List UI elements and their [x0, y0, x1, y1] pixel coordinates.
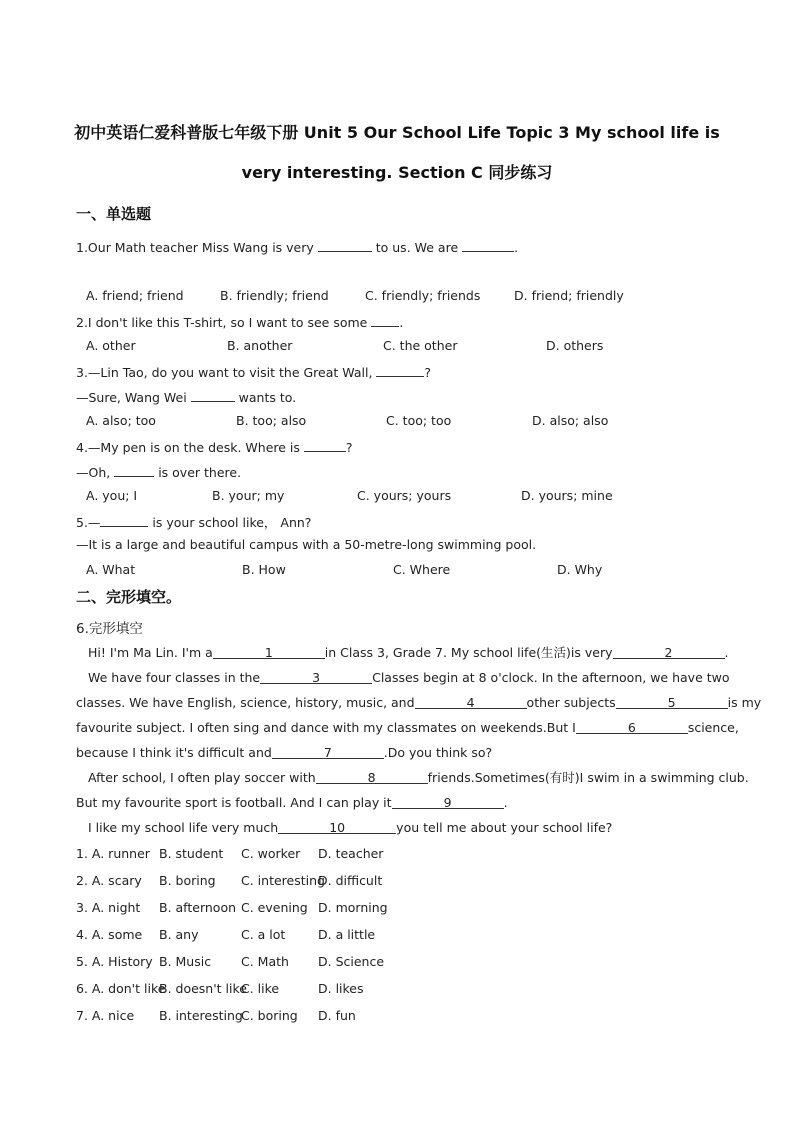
cloze-option-row-7: 7. A. nice B. interesting C. boring D. fun [76, 1008, 356, 1023]
cloze-line-5: because I think it's difficult and 7 .Do you think so? [76, 745, 493, 760]
cloze-line-3: classes. We have English, science, history, music, and 4 other subjects 5 is my [76, 695, 762, 710]
blank-1: 1 [213, 645, 325, 659]
option-d: D. Why [557, 562, 603, 577]
option-c: C. too; too [386, 413, 452, 428]
blank-5: 5 [616, 695, 728, 709]
cloze-option-row-5: 5. A. History B. Music C. Math D. Science [76, 954, 385, 969]
cloze-option-row-3: 3. A. night B. afternoon C. evening D. morning [76, 900, 388, 915]
blank-10: 10 [278, 820, 396, 834]
doc-title-line2: very interesting. Section C 同步练习 [241, 163, 553, 182]
question-2: 2.I don't like this T-shirt, so I want to see some . [76, 315, 404, 330]
cloze-line-1: Hi! I'm Ma Lin. I'm a 1 in Class 3, Grade 7. My school life(生活)is very 2 . [88, 645, 729, 660]
question-3-line2: —Sure, Wang Wei wants to. [76, 390, 297, 405]
cloze-option-row-2: 2. A. scary B. boring C. interesting D. difficult [76, 873, 383, 888]
option-d: D. friend; friendly [514, 288, 624, 303]
cloze-heading: 6.完形填空 [76, 621, 143, 637]
option-a: A. friend; friend [86, 288, 184, 303]
doc-title-line1: 初中英语仁爱科普版七年级下册 Unit 5 Our School Life Topic 3 My school life is [74, 123, 720, 142]
answer-blank [371, 313, 399, 327]
cloze-line-7: But my favourite sport is football. And I can play it 9 . [76, 795, 508, 810]
blank-4: 4 [415, 695, 527, 709]
question-1: 1.Our Math teacher Miss Wang is very to us. We are . [76, 240, 519, 255]
answer-blank [462, 238, 514, 252]
option-b: B. too; also [236, 413, 307, 428]
cloze-option-row-4: 4. A. some B. any C. a lot D. a little [76, 927, 376, 942]
cloze-line-4: favourite subject. I often sing and dance with my classmates on weekends.But I 6 science, [76, 720, 739, 735]
blank-6: 6 [576, 720, 688, 734]
cloze-line-8: I like my school life very much 10 you tell me about your school life? [88, 820, 613, 835]
question-4-line1: 4.—My pen is on the desk. Where is ? [76, 440, 353, 455]
option-c: C. friendly; friends [365, 288, 481, 303]
cloze-option-row-6: 6. A. don't like B. doesn't like C. like D. likes [76, 981, 364, 996]
cloze-line-2: We have four classes in the 3 Classes begin at 8 o'clock. In the afternoon, we have two [88, 670, 730, 685]
option-c: C. yours; yours [357, 488, 452, 503]
question-5-line1: 5.— is your school like， Ann? [76, 515, 312, 530]
question-4-line2: —Oh, is over there. [76, 465, 242, 480]
answer-blank [318, 238, 372, 252]
option-c: C. Where [393, 562, 451, 577]
option-b: B. your; my [212, 488, 285, 503]
answer-blank [304, 438, 346, 452]
option-d: D. others [546, 338, 604, 353]
option-b: B. another [227, 338, 293, 353]
blank-2: 2 [613, 645, 725, 659]
option-b: B. friendly; friend [220, 288, 329, 303]
option-d: D. also; also [532, 413, 609, 428]
question-5-line2: —It is a large and beautiful campus with a 50-metre-long swimming pool. [76, 537, 537, 552]
blank-9: 9 [392, 795, 504, 809]
answer-blank [191, 388, 235, 402]
option-b: B. How [242, 562, 286, 577]
option-c: C. the other [383, 338, 458, 353]
answer-blank [114, 463, 154, 477]
question-3-line1: 3.—Lin Tao, do you want to visit the Great Wall, ? [76, 365, 432, 380]
answer-blank [376, 363, 424, 377]
option-a: A. also; too [86, 413, 156, 428]
option-d: D. yours; mine [521, 488, 613, 503]
blank-3: 3 [260, 670, 372, 684]
cloze-option-row-1: 1. A. runner B. student C. worker D. teacher [76, 846, 384, 861]
blank-7: 7 [272, 745, 384, 759]
cloze-line-6: After school, I often play soccer with 8 friends.Sometimes(有时)I swim in a swimming club. [88, 770, 749, 785]
option-a: A. other [86, 338, 136, 353]
option-a: A. you; I [86, 488, 138, 503]
answer-blank [100, 513, 148, 527]
option-a: A. What [86, 562, 136, 577]
section-heading-cloze: 二、完形填空。 [76, 588, 182, 606]
section-heading-single-choice: 一、单选题 [76, 205, 152, 223]
blank-8: 8 [316, 770, 428, 784]
